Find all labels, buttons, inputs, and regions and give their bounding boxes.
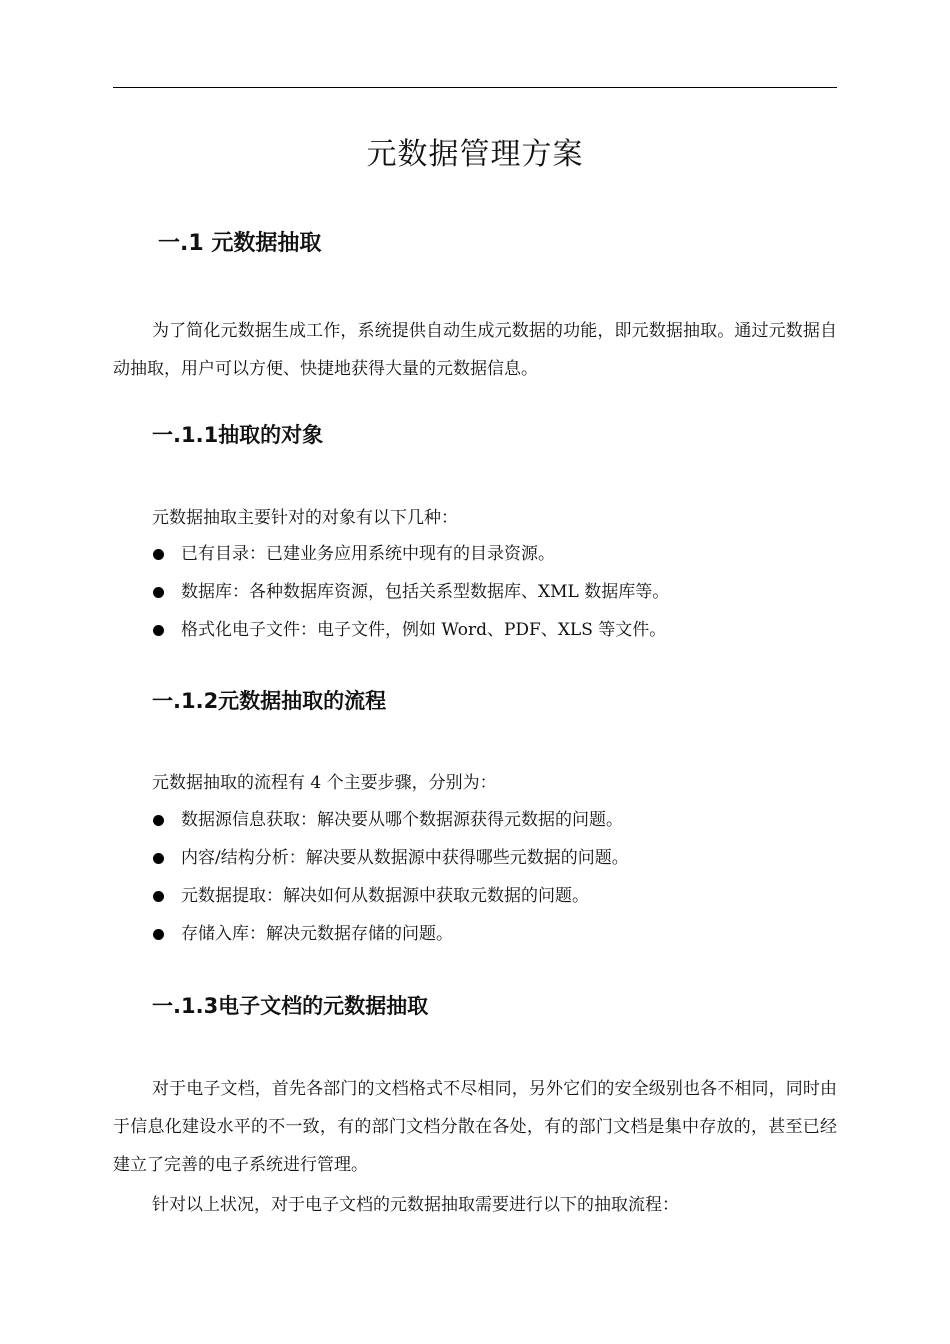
bullet-icon — [153, 891, 164, 902]
list-item: 格式化电子文件：电子文件，例如 Word、PDF、XLS 等文件。 — [152, 611, 669, 649]
list-item: 数据源信息获取：解决要从哪个数据源获得元数据的问题。 — [152, 801, 629, 839]
list-item: 存储入库：解决元数据存储的问题。 — [152, 915, 629, 953]
bullet-icon — [153, 853, 164, 864]
section-1-3-para-1: 对于电子文档，首先各部门的文档格式不尽相同，另外它们的安全级别也各不相同，同时由于信息化建设水平的不一致，有的部门文档分散在各处，有的部门文档是集中存放的，甚至已经建立了完善的电子系统进行管理。 — [113, 1079, 837, 1175]
bullet-icon — [153, 625, 164, 636]
list-item: 内容/结构分析：解决要从数据源中获得哪些元数据的问题。 — [152, 839, 629, 877]
process-step-list — [152, 801, 629, 953]
list-item: 元数据提取：解决如何从数据源中获取元数据的问题。 — [152, 877, 629, 915]
bullet-icon — [153, 929, 164, 940]
section-heading-1-3: 一.1.3电子文档的元数据抽取 — [152, 994, 429, 1018]
section-1-1-lead: 元数据抽取主要针对的对象有以下几种： — [152, 508, 458, 528]
section-1-intro: 为了简化元数据生成工作，系统提供自动生成元数据的功能，即元数据抽取。通过元数据自动抽取，用户可以方便、快捷地获得大量的元数据信息。 — [113, 321, 837, 379]
list-item: 已有目录：已建业务应用系统中现有的目录资源。 — [152, 535, 669, 573]
bullet-icon — [153, 549, 164, 560]
section-1-2-lead: 元数据抽取的流程有 4 个主要步骤，分别为： — [152, 773, 497, 793]
bullet-icon — [153, 815, 164, 826]
list-item: 数据库：各种数据库资源，包括关系型数据库、XML 数据库等。 — [152, 573, 669, 611]
section-1-3-para-2: 针对以上状况，对于电子文档的元数据抽取需要进行以下的抽取流程： — [152, 1195, 679, 1215]
section-heading-1: 一.1 元数据抽取 — [158, 231, 322, 256]
section-heading-1-2: 一.1.2元数据抽取的流程 — [152, 689, 387, 713]
document-title: 元数据管理方案 — [366, 137, 584, 172]
object-list — [152, 535, 669, 649]
header-rule — [113, 87, 837, 88]
section-heading-1-1: 一.1.1抽取的对象 — [152, 423, 324, 447]
bullet-icon — [153, 587, 164, 598]
